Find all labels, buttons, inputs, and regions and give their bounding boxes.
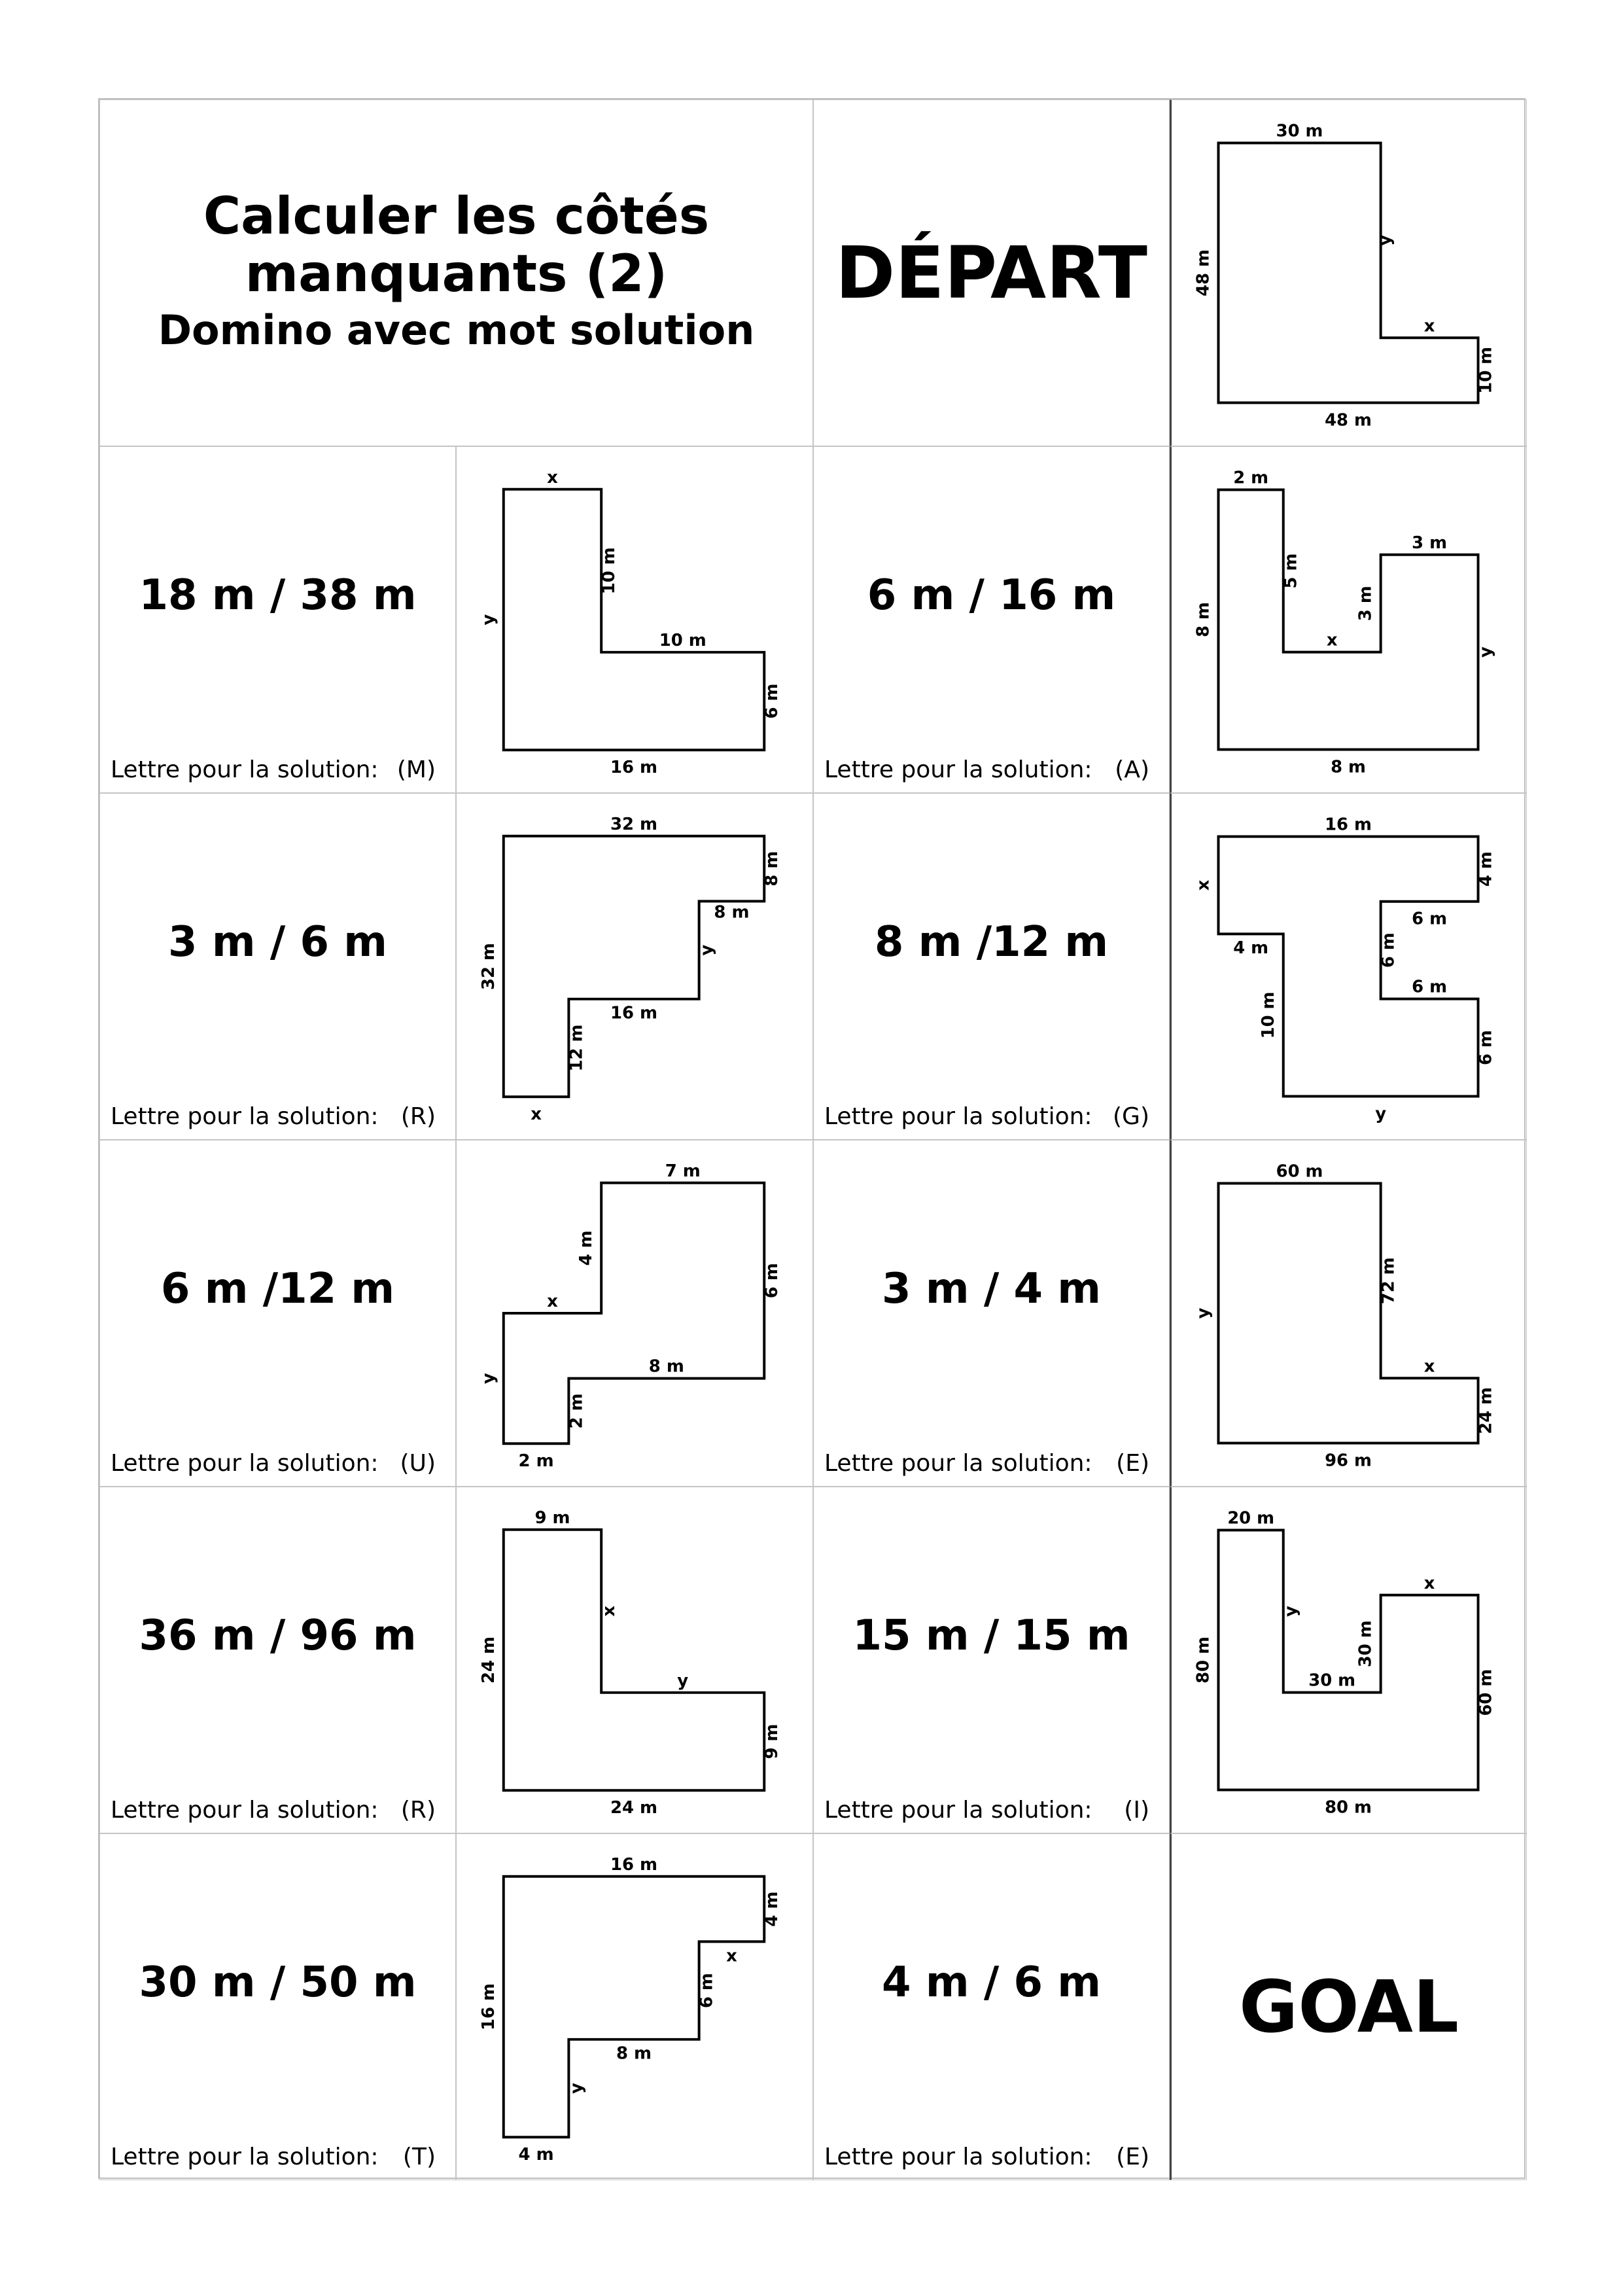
figure-card-4 [456,793,813,1140]
figure-card-3 [1170,446,1527,793]
dimension-label: y [567,2083,587,2094]
letter-prompt: Lettre pour la solution: [824,756,1092,783]
answer-text: 3 m / 4 m [882,1265,1101,1313]
dimension-label: 60 m [1476,1669,1496,1716]
letter-prompt: Lettre pour la solution: [111,1450,379,1477]
dimension-label: 16 m [610,1854,658,1875]
dimension-label: 4 m [1476,851,1496,887]
dimension-label: y [677,1670,689,1691]
answer-text: 15 m / 15 m [852,1612,1130,1660]
dimension-label: 6 m [1476,1030,1496,1065]
dimension-label: 8 m [1331,757,1366,777]
dimension-label: x [599,1605,620,1617]
dimension-label: 6 m [697,1973,717,2009]
dimension-label: y [1375,234,1395,246]
shape-figure-1 [1172,100,1526,446]
dimension-label: y [697,944,717,956]
answer-text: 18 m / 38 m [139,571,417,620]
solution-letter [824,1103,1149,1130]
worksheet-title [99,99,813,446]
dimension-label: x [726,1946,737,1966]
figure-card-7 [1170,1140,1527,1487]
solution-letter [824,2144,1149,2170]
letter-prompt: Lettre pour la solution: [824,2144,1092,2170]
shape-outline [1218,1183,1478,1443]
answer-text: 30 m / 50 m [139,1958,417,2007]
dimension-label: 12 m [567,1024,587,1072]
dimension-label: 16 m [478,1983,498,2031]
letter-value: (E) [1116,2144,1149,2170]
dimension-label: x [547,1292,558,1312]
dimension-label: y [1281,1606,1301,1617]
letter-value: (U) [400,1450,436,1477]
dimension-label: x [1423,316,1435,336]
letter-value: (E) [1116,1450,1149,1477]
dimension-label: 8 m [762,851,782,887]
dimension-label: 48 m [1193,249,1213,296]
shape-outline [1218,489,1478,749]
letter-prompt: Lettre pour la solution: [824,1450,1092,1477]
dimension-label: 5 m [1281,553,1301,589]
subtitle: Domino avec mot solution [158,306,755,354]
letter-value: (M) [396,756,436,783]
solution-letter [111,2144,436,2170]
figure-card-5 [1170,793,1527,1140]
dimension-label: 24 m [610,1798,658,1818]
shape-outline [504,1530,764,1790]
dimension-label: 24 m [478,1636,498,1684]
dimension-label: 8 m [648,1356,684,1377]
letter-value: (A) [1115,756,1149,783]
dimension-label: y [1193,1307,1213,1319]
dimension-label: x [1193,879,1213,891]
letter-value: (R) [400,1103,436,1130]
dimension-label: 9 m [762,1723,782,1759]
shape-figure-9 [1172,1487,1526,1833]
dimension-label: 4 m [518,2145,554,2165]
dimension-label: 16 m [1325,815,1372,835]
shape-figure-4 [457,794,812,1139]
dimension-label: 6 m [1412,909,1447,929]
shape-outline [1218,1530,1478,1790]
dimension-label: 96 m [1325,1451,1372,1471]
dimension-label: 24 m [1476,1387,1496,1434]
dimension-label: 4 m [576,1230,597,1266]
dimension-label: x [1423,1356,1435,1377]
answer-card-10 [813,1833,1170,2180]
dimension-label: 32 m [610,814,658,834]
dimension-label: 72 m [1378,1257,1399,1305]
letter-prompt: Lettre pour la solution: [111,1797,379,1824]
letter-value: (R) [400,1797,436,1824]
shape-figure-10 [457,1834,812,2180]
answer-text: 6 m / 16 m [867,571,1116,620]
letter-prompt: Lettre pour la solution: [111,1103,379,1130]
shape-figure-5 [1172,794,1526,1139]
answer-card-7 [99,1487,456,1833]
dimension-label: 30 m [1308,1670,1356,1691]
dimension-label: x [1326,630,1338,650]
start-card [813,99,1170,446]
figure-card-10 [456,1833,813,2180]
dimension-label: 3 m [1412,533,1447,553]
dimension-label: 16 m [610,1003,658,1023]
dimension-label: 2 m [1233,468,1269,488]
dimension-label: y [1375,1104,1387,1124]
dimension-label: 10 m [599,547,620,595]
figure-card-1 [1170,99,1527,446]
solution-letter [824,756,1149,783]
answer-card-5 [99,1140,456,1487]
answer-text: 36 m / 96 m [139,1612,417,1660]
dimension-label: 8 m [714,902,750,923]
answer-text: 3 m / 6 m [168,918,387,966]
shape-figure-8 [457,1487,812,1833]
letter-prompt: Lettre pour la solution: [824,1797,1092,1824]
answer-card-2 [813,446,1170,793]
answer-card-1 [99,446,456,793]
letter-prompt: Lettre pour la solution: [111,2144,379,2170]
solution-letter [111,1103,436,1130]
dimension-label: 7 m [665,1161,701,1181]
answer-card-3 [99,793,456,1140]
shape-figure-2 [457,447,812,792]
solution-letter [824,1450,1149,1477]
letter-value: (T) [402,2144,436,2170]
dimension-label: y [478,1373,498,1385]
dimension-label: 80 m [1193,1636,1213,1684]
shape-outline [1218,143,1478,402]
solution-letter [111,1450,436,1477]
dimension-label: 16 m [610,758,658,778]
dimension-label: 6 m [762,1263,782,1299]
answer-text: 6 m /12 m [160,1265,395,1313]
figure-card-6 [456,1140,813,1487]
dimension-label: 10 m [1258,991,1278,1039]
title-line-2: manquants (2) [245,245,668,304]
figure-card-9 [1170,1487,1527,1833]
shape-outline [1218,836,1478,1096]
dimension-label: 3 m [1355,586,1376,622]
letter-prompt: Lettre pour la solution: [824,1103,1092,1130]
answer-text: 4 m / 6 m [882,1958,1101,2007]
shape-figure-3 [1172,447,1526,792]
answer-card-9 [99,1833,456,2180]
dimension-label: 10 m [1476,347,1496,394]
dimension-label: 10 m [659,630,707,650]
dimension-label: 48 m [1325,410,1372,431]
dimension-label: 6 m [1412,977,1447,997]
answer-card-4 [813,793,1170,1140]
dimension-label: 6 m [1378,932,1399,968]
letter-value: (I) [1124,1797,1149,1824]
shape-figure-6 [457,1140,812,1486]
shape-outline [504,1877,764,2137]
dimension-label: 9 m [534,1508,570,1528]
answer-text: 8 m /12 m [874,918,1109,966]
goal-label: GOAL [1238,1965,1459,2049]
start-label: DÉPART [835,231,1147,315]
dimension-label: x [531,1104,542,1125]
shape-outline [504,1183,764,1443]
dimension-label: x [547,467,558,487]
dimension-label: 2 m [567,1393,587,1429]
dimension-label: 6 m [762,683,782,719]
dimension-label: 30 m [1276,121,1323,141]
dimension-label: 4 m [1233,938,1269,959]
answer-card-6 [813,1140,1170,1487]
domino-grid [98,98,1526,2179]
dimension-label: 8 m [616,2043,652,2064]
dimension-label: 8 m [1193,602,1213,637]
goal-card [1170,1833,1527,2180]
dimension-label: 20 m [1227,1508,1274,1528]
letter-prompt: Lettre pour la solution: [111,756,379,783]
dimension-label: 4 m [762,1891,782,1927]
shape-outline [504,489,764,750]
shape-outline [504,836,764,1097]
dimension-label: 30 m [1355,1620,1376,1668]
dimension-label: x [1423,1573,1435,1593]
solution-letter [824,1797,1149,1824]
dimension-label: 32 m [478,942,498,991]
title-line-1: Calculer les côtés [203,187,710,246]
solution-letter [111,756,436,783]
dimension-label: 80 m [1325,1797,1372,1818]
solution-letter [111,1797,436,1824]
shape-figure-7 [1172,1140,1526,1486]
dimension-label: y [1476,646,1496,658]
dimension-label: y [478,614,498,626]
answer-card-8 [813,1487,1170,1833]
figure-card-8 [456,1487,813,1833]
letter-value: (G) [1113,1103,1149,1130]
dimension-label: 2 m [518,1451,554,1472]
dimension-label: 60 m [1276,1161,1323,1182]
figure-card-2 [456,446,813,793]
